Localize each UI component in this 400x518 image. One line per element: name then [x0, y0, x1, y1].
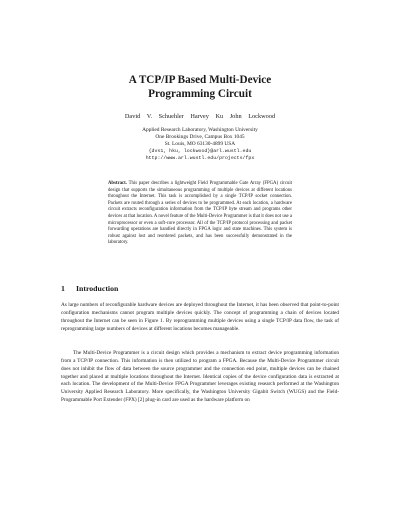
abstract-label: Abstract. [108, 181, 127, 186]
abstract-text: This paper describes a lightweight Field Programmable Gate Array (FPGA) circuit design that supports the simultaneous programming of multiple devices at different locations throughout the Internet. This task is accomplished by a single TCP/IP socket connection. Packets are routed through a series of devices to be programmed. At each location, a hardware circuit extracts reconfiguration information from the TCP/IP byte stream and programs other devices at that location. A novel feature of the Multi-Device Programmer is that it does not use a microprocessor or even a soft-core processor. All of the TCP/IP protocol processing and packet forwarding operations are handled directly in FPGA logic and state machines. This system is robust against lost and reordered packets, and has been successfully demonstrated in the laboratory. [108, 181, 292, 246]
author-list: David V. Schuehler Harvey Ku John Lockwood [124, 113, 276, 120]
abstract [108, 181, 292, 247]
affiliation-institution: Applied Research Laboratory, Washington University [142, 127, 258, 133]
affiliation-address-line2: St. Louis, MO 63130-4899 USA [164, 141, 236, 147]
section-heading-introduction [61, 284, 118, 294]
intro-paragraph-2: The Multi-Device Programmer is a circuit design which provides a mechanism to extract device programming information from a TCP/IP connection. This information is then utilized to program a FPGA. Because the Multi-Device Programmer circuit does not inhibit the flow of data between the source programmer and the connection end point, multiple devices can be chained together and placed at multiple locations throughout the Internet. Identical copies of the device configuration data is extracted at each location. The development of the Multi-Device FPGA Programmer leverages existing research performed at the Washington University Applied Research Laboratory. More specifically, the Washington University Gigabit Switch (WUGS) and the Field-Programmable Port Extender (FPX) [2] plug-in card are used as the hardware platform on [61, 350, 339, 404]
author-emails: {dvs1, hku, lockwood}@arl.wustl.edu [148, 149, 252, 154]
section-number: 1 [61, 284, 65, 293]
section-title: Introduction [76, 284, 119, 293]
project-url: http://www.arl.wustl.edu/projects/fpx [145, 156, 255, 161]
paper-title-line2: Programming Circuit [148, 88, 252, 100]
intro-paragraph-1: As large numbers of reconfigurable hardware devices are deployed throughout the Internet, it has been observed that point-to-point configuration mechanisms cannot program multiple devices quickly. The concept of programming a chain of devices located throughout the Internet can be seen in Figure 1. By reprogramming multiple devices using a single TCP/IP data flow, the task of reprogramming large numbers of devices at different locations becomes manageable. [61, 302, 339, 332]
paper-title-line1: A TCP/IP Based Multi-Device [128, 74, 272, 86]
affiliation-address-line1: One Brookings Drive, Campus Box 1045 [155, 134, 245, 140]
